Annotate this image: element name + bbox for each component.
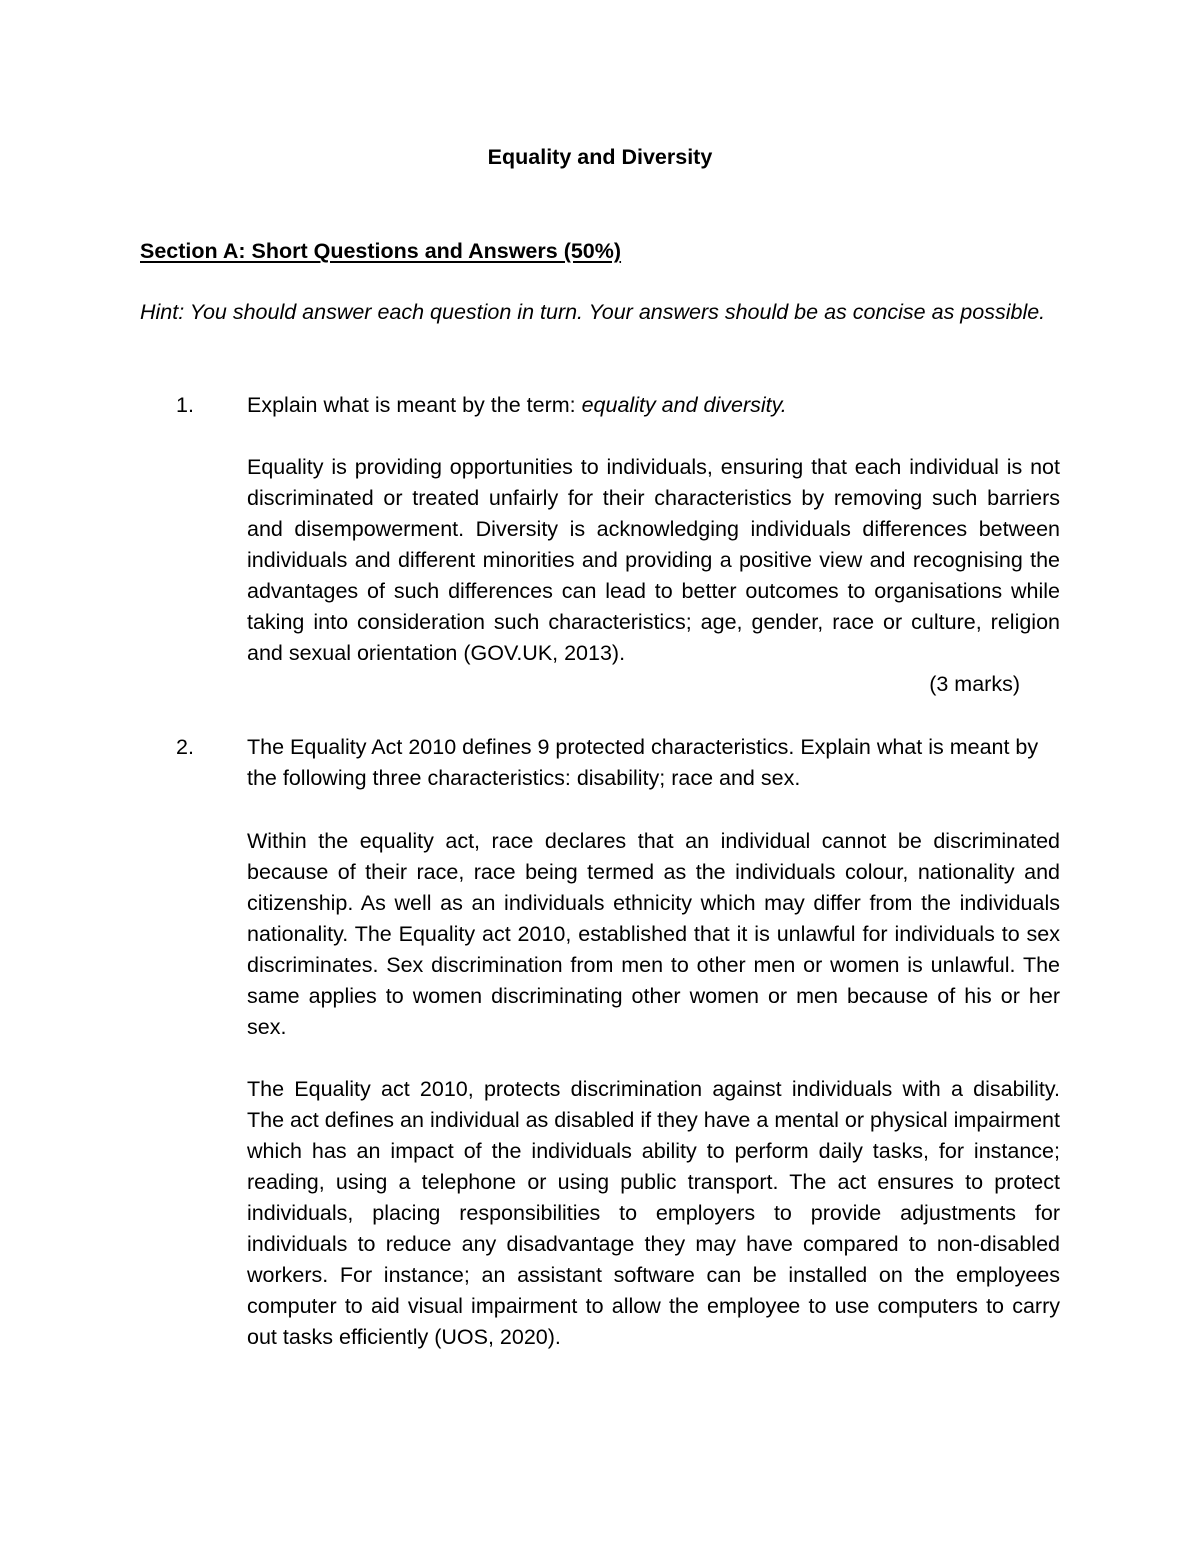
question-2-answer-disability: The Equality act 2010, protects discrimination against individuals with a disability. The act defines an individual as disabled if they have a mental or physical impairment which has an impact of the individuals ability to perform daily tasks, for instance; reading, using a telephone or using public transport. The act ensures to protect individuals, placing responsibilities to employers to provide adjustments for individuals to reduce any disadvantage they may have compared to non-disabled workers. For instance; an assistant software can be installed on the employees computer to aid visual impairment to allow the employee to use computers to carry out tasks efficiently (UOS, 2020). xyxy=(247,1077,1060,1349)
question-1-answer: Equality is providing opportunities to individuals, ensuring that each individual is not discriminated or treated unfairly for their characteristics by removing such barriers and disempowerment. Diversity is acknowledging individuals differences between individuals and different minorities and providing a positive view and recognising the advantages of such differences can lead to better outcomes to organisations while taking into consideration such characteristics; age, gender, race or culture, religion and sexual orientation (GOV.UK, 2013). xyxy=(247,455,1060,665)
section-heading: Section A: Short Questions and Answers (50%) xyxy=(140,239,622,263)
question-1-prompt-text: Explain what is meant by the term: xyxy=(247,393,582,417)
question-1-prompt xyxy=(247,390,1060,421)
question-1-number: 1. xyxy=(176,393,194,417)
question-1-marks: (3 marks) xyxy=(929,672,1020,696)
document-title: Equality and Diversity xyxy=(487,145,713,169)
question-1-prompt-emphasis: equality and diversity. xyxy=(581,393,787,417)
question-2-number: 2. xyxy=(176,735,194,759)
hint-text: Hint: You should answer each question in turn. Your answers should be as concise as possible. xyxy=(140,300,1046,324)
question-2-prompt: The Equality Act 2010 defines 9 protected characteristics. Explain what is meant by the following three characteristics: disability; race and sex. xyxy=(247,735,1039,790)
question-2-answer-race-sex: Within the equality act, race declares that an individual cannot be discriminated because of their race, race being termed as the individuals colour, nationality and citizenship. As well as an individuals ethnicity which may differ from the individuals nationality. The Equality act 2010, established that it is unlawful for individuals to sex discriminates. Sex discrimination from men to other men or women is unlawful. The same applies to women discriminating other women or men because of his or her sex. xyxy=(247,829,1060,1039)
